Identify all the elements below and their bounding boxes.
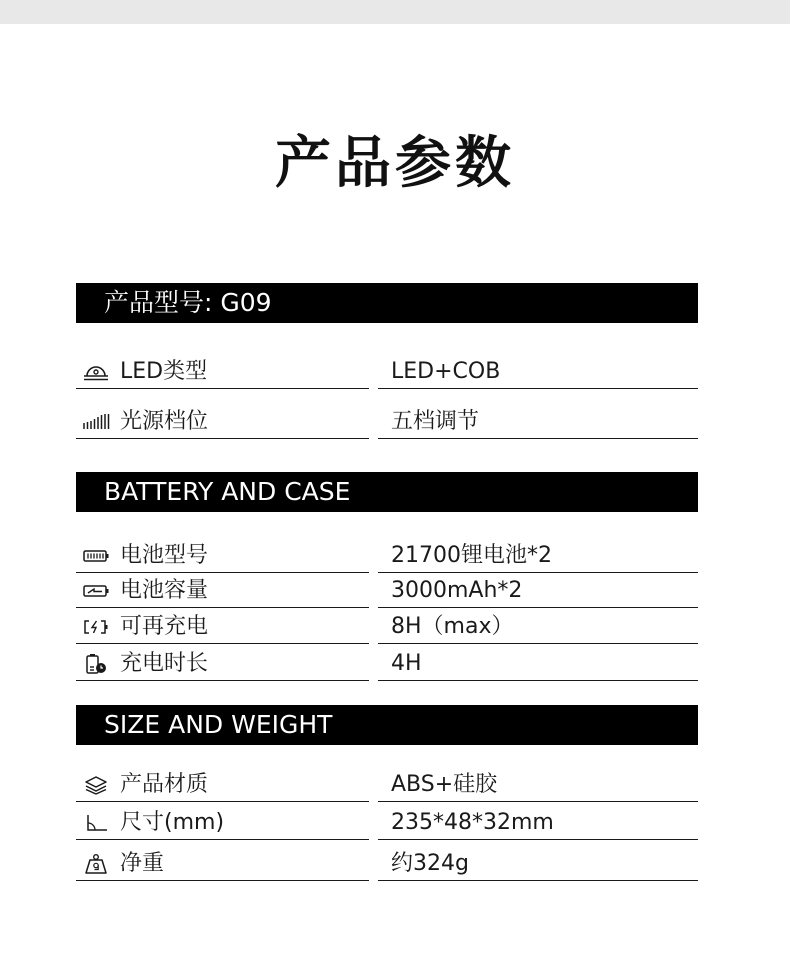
spec-label: 产品材质 xyxy=(120,772,209,797)
led-lamp-icon xyxy=(79,363,113,381)
spec-value-cell xyxy=(378,538,698,573)
spec-label: 净重 xyxy=(120,851,165,876)
section-header-model: 产品型号: G09 xyxy=(76,283,698,323)
top-strip xyxy=(0,0,790,24)
spec-label-cell xyxy=(76,573,369,608)
spec-value: 五档调节 xyxy=(391,409,480,434)
spec-label: 电池型号 xyxy=(120,543,209,568)
battery-icon xyxy=(79,547,113,565)
spec-value: 3000mAh*2 xyxy=(391,578,523,603)
spec-label: 电池容量 xyxy=(120,578,209,603)
ruler-angle-icon xyxy=(79,814,113,832)
spec-label-cell xyxy=(76,842,369,881)
spec-row-dimensions xyxy=(76,804,698,840)
spec-value: 235*48*32mm xyxy=(391,810,554,835)
spec-label-cell xyxy=(76,405,369,439)
spec-row-battery-type xyxy=(76,538,698,573)
spec-label: 可再充电 xyxy=(120,614,209,639)
spec-value-cell xyxy=(378,804,698,840)
charging-icon xyxy=(79,618,113,636)
section-header-size: SIZE AND WEIGHT xyxy=(76,705,698,745)
spec-row-battery-capacity xyxy=(76,573,698,608)
spec-value: 8H（max） xyxy=(391,614,514,639)
weight-icon xyxy=(79,855,113,873)
spec-label-cell xyxy=(76,609,369,644)
spec-label-cell xyxy=(76,804,369,840)
spec-label-cell xyxy=(76,355,369,389)
spec-value: 4H xyxy=(391,651,422,676)
spec-row-charge-time xyxy=(76,645,698,681)
spec-value-cell xyxy=(378,405,698,439)
layers-icon xyxy=(79,776,113,794)
spec-row-rechargeable xyxy=(76,609,698,644)
section-header-battery: BATTERY AND CASE xyxy=(76,472,698,512)
brightness-levels-icon xyxy=(79,413,113,431)
battery-capacity-icon xyxy=(79,582,113,600)
spec-value: LED+COB xyxy=(391,359,501,384)
spec-value: 21700锂电池*2 xyxy=(391,543,552,568)
spec-value: 约324g xyxy=(391,851,469,876)
spec-label-cell xyxy=(76,766,369,802)
spec-label: 尺寸(mm) xyxy=(120,810,225,835)
spec-label: LED类型 xyxy=(120,359,208,384)
spec-value-cell xyxy=(378,355,698,389)
spec-value-cell xyxy=(378,573,698,608)
spec-label: 光源档位 xyxy=(120,409,209,434)
spec-row-light-levels xyxy=(76,405,698,439)
spec-value-cell xyxy=(378,609,698,644)
spec-value: ABS+硅胶 xyxy=(391,772,498,797)
spec-row-material xyxy=(76,766,698,802)
spec-value-cell xyxy=(378,842,698,881)
spec-label-cell xyxy=(76,645,369,681)
spec-row-net-weight xyxy=(76,842,698,881)
charge-time-icon xyxy=(79,655,113,673)
page-title: 产品参数 xyxy=(275,131,515,196)
spec-row-led-type xyxy=(76,355,698,389)
spec-value-cell xyxy=(378,645,698,681)
spec-value-cell xyxy=(378,766,698,802)
spec-label: 充电时长 xyxy=(120,651,209,676)
spec-label-cell xyxy=(76,538,369,573)
